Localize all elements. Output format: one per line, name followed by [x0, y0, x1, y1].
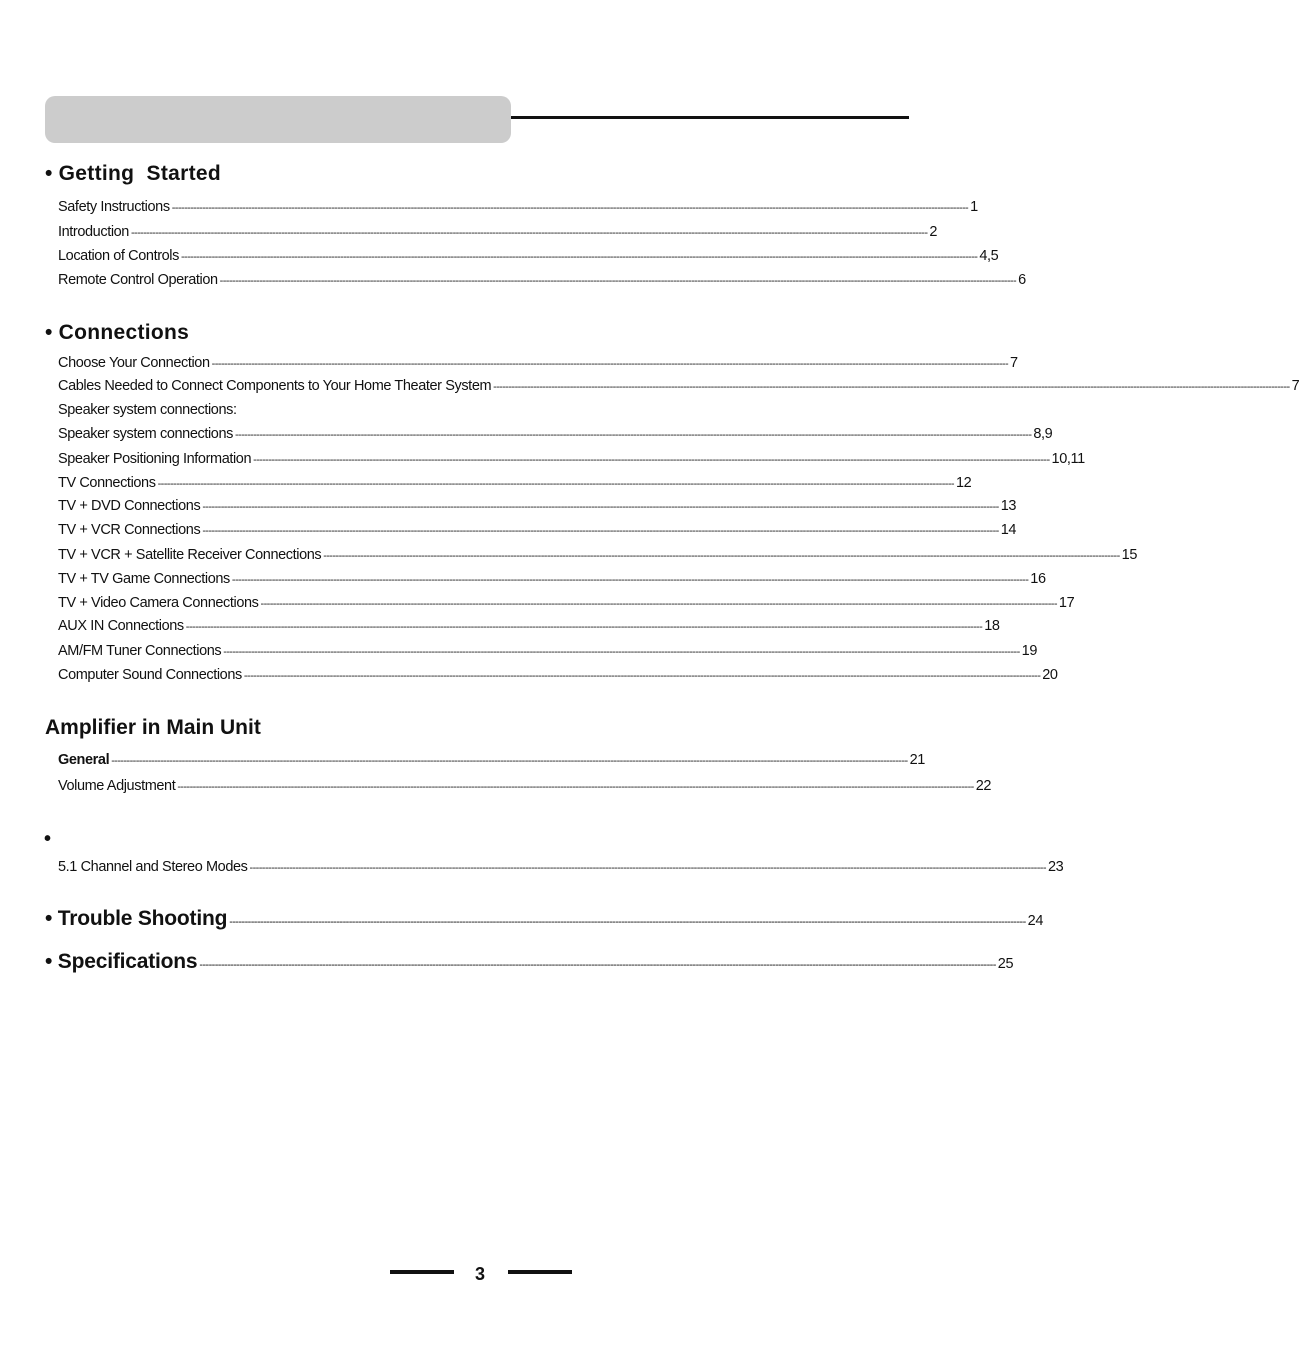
toc-item-page: 17 — [1058, 595, 1075, 611]
toc-item-label: Safety Instructions — [58, 199, 170, 215]
toc-item-label: TV + VCR Connections — [58, 522, 201, 538]
toc-item-introduction[interactable] — [58, 224, 938, 244]
toc-item-speaker-positioning[interactable] — [58, 451, 1085, 471]
section-title-text: Connections — [58, 321, 190, 344]
toc-item-specifications[interactable] — [45, 950, 1014, 978]
toc-item-page: 25 — [997, 956, 1014, 972]
toc-item-page: 21 — [909, 752, 925, 768]
leader-dots: -------------------------------------------------------------------------------------------------------------------------------------------------------------------------------------------------------------------------------------------------------------------- — [253, 454, 1050, 466]
toc-item-aux-in[interactable] — [58, 618, 1000, 638]
leader-dots: -------------------------------------------------------------------------------------------------------------------------------------------------------------------------------------------------------------------------------------------------------------------- — [171, 202, 969, 214]
toc-item-page: 14 — [1000, 522, 1017, 538]
toc-item-tv-vcr-satellite[interactable] — [58, 547, 1138, 567]
toc-item-page: 7 — [1291, 378, 1299, 394]
toc-item-label: Speaker system connections — [58, 426, 233, 442]
leader-dots: -------------------------------------------------------------------------------------------------------------------------------------------------------------------------------------------------------------------------------------------------------------------- — [260, 598, 1057, 610]
toc-item-label: Remote Control Operation — [58, 272, 218, 288]
toc-item-label: Cables Needed to Connect Components to Your Home Theater System — [58, 378, 492, 394]
toc-item-cables-needed[interactable] — [58, 378, 1299, 398]
toc-item-page: 19 — [1021, 643, 1038, 659]
toc-item-label: Choose Your Connection — [58, 355, 210, 371]
toc-item-page: 23 — [1047, 859, 1064, 875]
leader-dots: -------------------------------------------------------------------------------------------------------------------------------------------------------------------------------------------------------------------------------------------------------------------- — [202, 525, 999, 537]
section-title-connections — [45, 321, 189, 345]
toc-item-am-fm-tuner[interactable] — [58, 643, 1038, 663]
toc-item-safety-instructions[interactable] — [58, 199, 978, 219]
toc-item-label: AUX IN Connections — [58, 618, 184, 634]
page-number: 3 — [474, 1264, 485, 1284]
toc-item-tv-dvd-connections[interactable] — [58, 498, 1017, 518]
toc-item-tv-video-camera[interactable] — [58, 595, 1075, 615]
toc-item-label — [45, 950, 197, 974]
header-rule — [511, 116, 909, 119]
toc-item-label: AM/FM Tuner Connections — [58, 643, 222, 659]
toc-item-label: TV + TV Game Connections — [58, 571, 230, 587]
section-title-text: Trouble Shooting — [57, 907, 228, 930]
leader-dots: -------------------------------------------------------------------------------------------------------------------------------------------------------------------------------------------------------------------------------------------------------------------- — [229, 916, 1026, 928]
toc-item-page: 1 — [970, 199, 978, 215]
toc-item-tv-connections[interactable] — [58, 475, 972, 495]
leader-dots: -------------------------------------------------------------------------------------------------------------------------------------------------------------------------------------------------------------------------------------------------------------------- — [234, 429, 1032, 441]
footer-rule-left — [390, 1270, 454, 1274]
toc-item-label — [45, 907, 227, 931]
leader-dots: -------------------------------------------------------------------------------------------------------------------------------------------------------------------------------------------------------------------------------------------------------------------- — [493, 381, 1290, 393]
toc-item-page: 7 — [1010, 355, 1018, 371]
toc-item-label: Introduction — [58, 224, 129, 240]
bullet: • — [45, 162, 53, 185]
toc-item-page: 24 — [1027, 913, 1043, 929]
section-title-text: Getting Started — [58, 162, 221, 185]
toc-item-computer-sound[interactable] — [58, 667, 1058, 687]
leader-dots: -------------------------------------------------------------------------------------------------------------------------------------------------------------------------------------------------------------------------------------------------------------------- — [323, 550, 1120, 562]
toc-item-label: Location of Controls — [58, 248, 179, 264]
toc-item-label: Speaker Positioning Information — [58, 451, 252, 467]
toc-item-label: 5.1 Channel and Stereo Modes — [58, 859, 248, 875]
leader-dots: -------------------------------------------------------------------------------------------------------------------------------------------------------------------------------------------------------------------------------------------------------------------- — [211, 358, 1009, 370]
toc-item-page: 13 — [1000, 498, 1017, 514]
section-title-text: Amplifier in Main Unit — [45, 716, 261, 739]
toc-item-page: 16 — [1030, 571, 1046, 587]
bullet: • — [45, 321, 53, 344]
toc-item-page: 2 — [929, 224, 938, 240]
leader-dots: -------------------------------------------------------------------------------------------------------------------------------------------------------------------------------------------------------------------------------------------------------------------- — [185, 621, 983, 633]
toc-item-tv-game[interactable] — [58, 571, 1046, 591]
toc-item-trouble-shooting[interactable] — [45, 907, 1043, 935]
leader-dots: -------------------------------------------------------------------------------------------------------------------------------------------------------------------------------------------------------------------------------------------------------------------- — [202, 501, 999, 513]
toc-item-page: 22 — [975, 778, 992, 794]
toc-item-label: TV + Video Camera Connections — [58, 595, 259, 611]
toc-item-label: Volume Adjustment — [58, 778, 176, 794]
toc-item-page: 8,9 — [1033, 426, 1053, 442]
header-tab — [45, 96, 511, 143]
section-title-amplifier — [45, 716, 261, 740]
leader-dots: -------------------------------------------------------------------------------------------------------------------------------------------------------------------------------------------------------------------------------------------------------------------- — [157, 478, 954, 490]
bullet: • — [45, 950, 53, 973]
leader-dots: -------------------------------------------------------------------------------------------------------------------------------------------------------------------------------------------------------------------------------------------------------------------- — [249, 862, 1046, 874]
toc-item-label: General — [58, 752, 110, 768]
toc-item-remote-control-operation[interactable] — [58, 272, 1026, 292]
section-title-getting-started — [45, 162, 221, 186]
leader-dots: -------------------------------------------------------------------------------------------------------------------------------------------------------------------------------------------------------------------------------------------------------------------- — [219, 275, 1017, 287]
toc-item-location-of-controls[interactable] — [58, 248, 999, 268]
leader-dots: -------------------------------------------------------------------------------------------------------------------------------------------------------------------------------------------------------------------------------------------------------------------- — [223, 646, 1020, 658]
bullet: • — [45, 907, 53, 930]
leader-dots: -------------------------------------------------------------------------------------------------------------------------------------------------------------------------------------------------------------------------------------------------------------------- — [231, 574, 1029, 586]
toc-item-page: 18 — [984, 618, 1000, 634]
toc-item-label: Speaker system connections: — [58, 402, 237, 418]
toc-subheading-speaker-system — [58, 402, 858, 422]
toc-item-page: 15 — [1121, 547, 1138, 563]
toc-item-page: 6 — [1018, 272, 1026, 288]
leader-dots: -------------------------------------------------------------------------------------------------------------------------------------------------------------------------------------------------------------------------------------------------------------------- — [111, 755, 908, 767]
toc-item-label: TV + DVD Connections — [58, 498, 201, 514]
toc-item-page: 20 — [1042, 667, 1058, 683]
toc-item-general[interactable] — [58, 752, 925, 772]
leader-dots: -------------------------------------------------------------------------------------------------------------------------------------------------------------------------------------------------------------------------------------------------------------------- — [199, 959, 996, 971]
toc-item-page: 10,11 — [1051, 451, 1085, 467]
toc-item-page: 4,5 — [979, 248, 999, 264]
toc-item-label: TV + VCR + Satellite Receiver Connections — [58, 547, 322, 563]
footer-rule-right — [508, 1270, 572, 1274]
toc-item-volume-adjustment[interactable] — [58, 778, 992, 798]
leader-dots: -------------------------------------------------------------------------------------------------------------------------------------------------------------------------------------------------------------------------------------------------------------------- — [180, 251, 978, 263]
toc-item-channel-stereo-modes[interactable] — [58, 859, 1064, 879]
leader-dots: -------------------------------------------------------------------------------------------------------------------------------------------------------------------------------------------------------------------------------------------------------------------- — [130, 227, 928, 239]
bullet: • — [44, 828, 52, 850]
toc-item-choose-your-connection[interactable] — [58, 355, 1018, 375]
toc-item-page: 12 — [955, 475, 972, 491]
leader-dots: -------------------------------------------------------------------------------------------------------------------------------------------------------------------------------------------------------------------------------------------------------------------- — [177, 781, 974, 793]
toc-item-label: TV Connections — [58, 475, 156, 491]
toc-item-speaker-system-connections[interactable] — [58, 426, 1053, 446]
toc-item-tv-vcr-connections[interactable] — [58, 522, 1017, 542]
leader-dots: -------------------------------------------------------------------------------------------------------------------------------------------------------------------------------------------------------------------------------------------------------------------- — [243, 670, 1041, 682]
section-title-text: Specifications — [57, 950, 198, 973]
toc-item-label: Computer Sound Connections — [58, 667, 242, 683]
